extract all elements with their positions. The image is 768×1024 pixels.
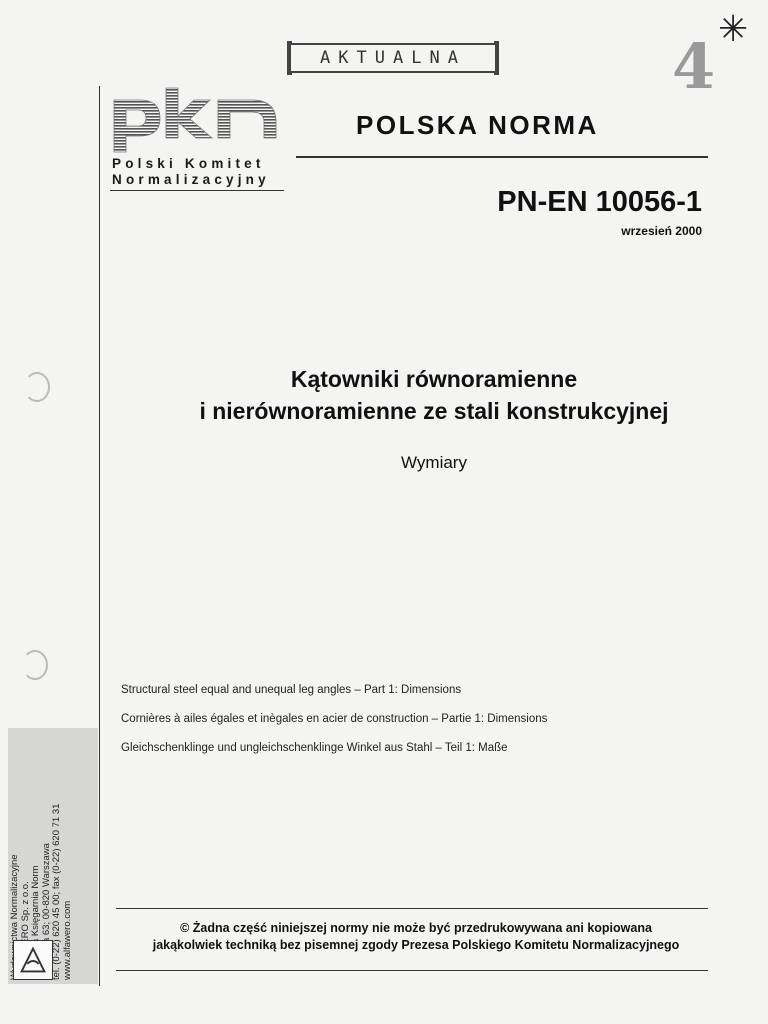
organization-name-line1: Polski Komitet — [112, 156, 265, 171]
standard-date: wrzesień 2000 — [621, 224, 702, 238]
footer-rule-top — [116, 908, 708, 909]
standard-number: PN-EN 10056-1 — [497, 186, 702, 218]
polska-norma-label: POLSKA NORMA — [356, 110, 599, 140]
title-line2: i nierównoramienne ze stali konstrukcyjnej — [199, 398, 669, 424]
punch-hole-top — [24, 372, 50, 402]
copyright-notice: © Żadna część niniejszej normy nie może być przedrukowywana ani kopiowana jakąkolwiek techniką bez pisemnej zgody Prezesa Polskiego Komitetu Normalizacyjnego — [152, 921, 680, 952]
aktualna-stamp: AKTUALNA — [289, 43, 497, 73]
pkn-logo — [110, 86, 280, 154]
publisher-text: Wydawnictwa Normalizacyjne ALFA-WERO Sp. z o.o. Centralna Księgarnia Norm ul. Sienna 63; 00-820 Warszawa tel. (0-22) 620 45 00; fax (0-22) 620 71 31 www.alfawero.com — [9, 803, 73, 980]
publisher-logo-icon — [13, 940, 53, 980]
translation-de: Gleichschenklinge und ungleichschenklinge Winkel aus Stahl – Teil 1: Maße — [121, 742, 508, 754]
left-margin-rule — [99, 86, 100, 986]
header-rule — [296, 156, 708, 158]
subtitle: Wymiary — [401, 453, 467, 472]
organization-rule — [110, 190, 284, 191]
translation-fr: Cornières à ailes égales et inègales en acier de construction – Partie 1: Dimensions — [121, 713, 548, 725]
footer-rule-bottom — [116, 970, 708, 971]
handwritten-asterisk: ✳ — [718, 8, 749, 49]
translation-en: Structural steel equal and unequal leg angles – Part 1: Dimensions — [121, 684, 462, 696]
organization-name-line2: Normalizacyjny — [112, 172, 270, 187]
title-line1: Kątowniki równoramienne — [290, 366, 578, 392]
punch-hole-bottom — [22, 650, 48, 680]
handwritten-number: 4 — [672, 30, 716, 103]
